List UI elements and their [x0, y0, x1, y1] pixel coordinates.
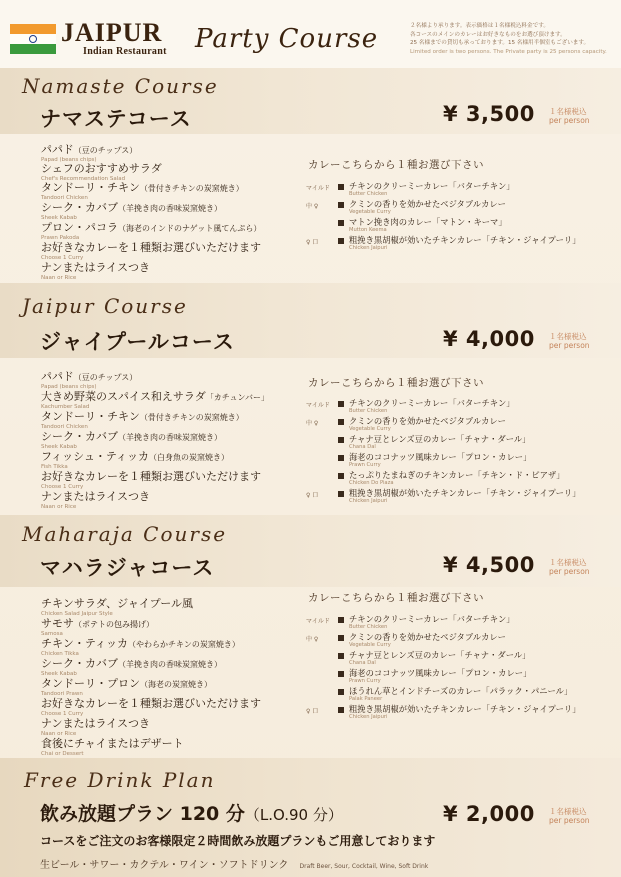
jaipur-price: ¥ 4,000 [443, 327, 535, 351]
curry-option: ♀ 口 $^{粗挽き黒胡椒が効いたチキンカレー「チキン・ジャイプーリ」}$ Chicken Jaipuri [306, 235, 581, 251]
curry-option: $^{海老のココナッツ風味カレー「プロン・カレー」}$ Prawn Curry [306, 668, 531, 687]
list-item: お好きなカレーを１種類お選びいただけます Choose 1 Curry [41, 470, 261, 490]
per-person-label: １名様税込 per person [549, 807, 590, 825]
curry-option: $^{たっぷりたまねぎのチキンカレー「チキン・ド・ピアザ」}$ Chicken Do Piaza [306, 470, 565, 489]
drink-list [40, 853, 428, 872]
drink-price: ¥ 2,000 [443, 802, 535, 826]
list-item: パパド（豆のチップス） Papad (beans chips) [41, 143, 138, 163]
list-item: ナンまたはライスつき Naan or Rice [41, 717, 151, 737]
drink-plan-description: コースをご注文のお客様限定２時間飲み放題プランもご用意しております [40, 834, 436, 848]
list-item: シェフのおすすめサラダ Chef's Recommendation Salad [41, 162, 162, 182]
note-line: 各コースのメインのカレーはお好きなものをお選び頂けます。 [410, 31, 566, 38]
jaipur-curry-heading: カレーこちらから１種お選び下さい [308, 377, 484, 389]
per-person-label: １名様税込 per person [549, 107, 590, 125]
curry-option: マイルド $^{チキンのクリーミーカレー「バターチキン」}$ Butter Chicken [306, 181, 515, 197]
brand-subtitle: Indian Restaurant [83, 46, 167, 57]
list-item: タンドーリ・チキン（骨付きチキンの炭窯焼き） Tandoori Chicken [41, 181, 244, 201]
curry-option: $^{チャナ豆とレンズ豆のカレー「チャナ・ダール」}$ Chana Dal [306, 650, 530, 669]
note-english: Limited order is two persons. The Private party is 25 persons capacity. [410, 48, 607, 55]
per-person-label: １名様税込 per person [549, 332, 590, 350]
list-item: フィッシュ・ティッカ（白身魚の炭窯焼き） Fish Tikka [41, 450, 230, 470]
note-line: 25 名様までの貸切も承っております。15 名様用半個室もございます。 [410, 40, 590, 46]
list-item: タンドーリ・プロン（海老の炭窯焼き） Tandoori Prawn [41, 677, 212, 697]
namaste-script-title: Namaste Course [22, 74, 219, 98]
jaipur-script-title: Jaipur Course [22, 294, 188, 318]
curry-option: 中 ♀ $^{クミンの香りを効かせたベジタブルカレー}$ Vegetable Curry [306, 199, 506, 215]
list-item: シーク・カバブ（羊挽き肉の香味炭窯焼き） Sheek Kabab [41, 657, 222, 677]
curry-option: $^{マトン挽き肉のカレー「マトン・キーマ」}$ Mutton Keema [306, 217, 507, 236]
namaste-price: ¥ 3,500 [443, 102, 535, 126]
brand-name: JAIPUR [61, 18, 163, 47]
list-item: ナンまたはライスつき Naan or Rice [41, 261, 151, 281]
curry-option: $^{チャナ豆とレンズ豆のカレー「チャナ・ダール」}$ Chana Dal [306, 434, 530, 453]
curry-option: マイルド $^{チキンのクリーミーカレー「バターチキン」}$ Butter Chicken [306, 398, 515, 414]
curry-option: ♀ 口 $^{粗挽き黒胡椒が効いたチキンカレー「チキン・ジャイプーリ」}$ Chicken Jaipuri [306, 488, 581, 504]
namaste-curry-heading: カレーこちらから１種お選び下さい [308, 159, 484, 171]
list-item: サモサ（ポテトの包み揚げ） Samosa [41, 617, 154, 637]
list-item: チキン・ティッカ（やわらかチキンの炭窯焼き） Chicken Tikka [41, 637, 240, 657]
header-notes [410, 22, 618, 56]
drink-script-title: Free Drink Plan [24, 768, 216, 792]
maharaja-curry-heading: カレーこちらから１種お選び下さい [308, 592, 484, 604]
curry-option: $^{海老のココナッツ風味カレー「プロン・カレー」}$ Prawn Curry [306, 452, 531, 471]
list-item: シーク・カバブ（羊挽き肉の香味炭窯焼き） Sheek Kabab [41, 201, 222, 221]
curry-option: 中 ♀ $^{クミンの香りを効かせたベジタブルカレー}$ Vegetable Curry [306, 632, 506, 648]
party-course-title: Party Course [195, 24, 379, 54]
namaste-title: ナマステコース [40, 107, 192, 131]
drink-list-jp: 生ビール・サワー・カクテル・ワイン・ソフトドリンク [40, 860, 289, 871]
jaipur-title: ジャイプールコース [40, 330, 235, 354]
curry-option: $^{ほうれん草とインドチーズのカレー「パラック・パニール」}$ Palak Paneer [306, 686, 572, 705]
last-order-label: （L.O.90 分） [244, 806, 343, 824]
note-line: ２名様より承ります。表示価格は１名様税込料金です。 [410, 23, 549, 29]
list-item: お好きなカレーを１種類お選びいただけます Choose 1 Curry [41, 241, 261, 261]
maharaja-price: ¥ 4,500 [443, 553, 535, 577]
per-person-label: １名様税込 per person [549, 558, 590, 576]
curry-option: 中 ♀ $^{クミンの香りを効かせたベジタブルカレー}$ Vegetable Curry [306, 416, 506, 432]
maharaja-script-title: Maharaja Course [22, 522, 228, 546]
drink-plan-title: 飲み放題プラン 120 分（L.O.90 分） [40, 803, 343, 825]
list-item: 大きめ野菜のスパイス和えサラダ「カチュンバー」 Kachumber Salad [41, 390, 269, 410]
list-item: パパド（豆のチップス） Papad (beans chips) [41, 370, 138, 390]
list-item: タンドーリ・チキン（骨付きチキンの炭窯焼き） Tandoori Chicken [41, 410, 244, 430]
drink-list-en: Draft Beer, Sour, Cocktail, Wine, Soft Drink [299, 863, 429, 870]
india-flag-icon [10, 24, 56, 54]
list-item: お好きなカレーを１種類お選びいただけます Choose 1 Curry [41, 697, 261, 717]
curry-option: ♀ 口 $^{粗挽き黒胡椒が効いたチキンカレー「チキン・ジャイプーリ」}$ Chicken Jaipuri [306, 704, 581, 720]
header [0, 0, 621, 68]
list-item: チキンサラダ、ジャイプール風 Chicken Salad Jaipur Style [41, 597, 194, 617]
list-item: プロン・パコラ（海老のインドのナゲット風てんぷら） Prawn Pakoda [41, 221, 262, 241]
maharaja-title: マハラジャコース [40, 556, 215, 580]
curry-option: マイルド $^{チキンのクリーミーカレー「バターチキン」}$ Butter Chicken [306, 614, 515, 630]
list-item: ナンまたはライスつき Naan or Rice [41, 490, 151, 510]
list-item: 食後にチャイまたはデザート Chai or Dessert [41, 737, 184, 757]
list-item: シーク・カバブ（羊挽き肉の香味炭窯焼き） Sheek Kabab [41, 430, 222, 450]
